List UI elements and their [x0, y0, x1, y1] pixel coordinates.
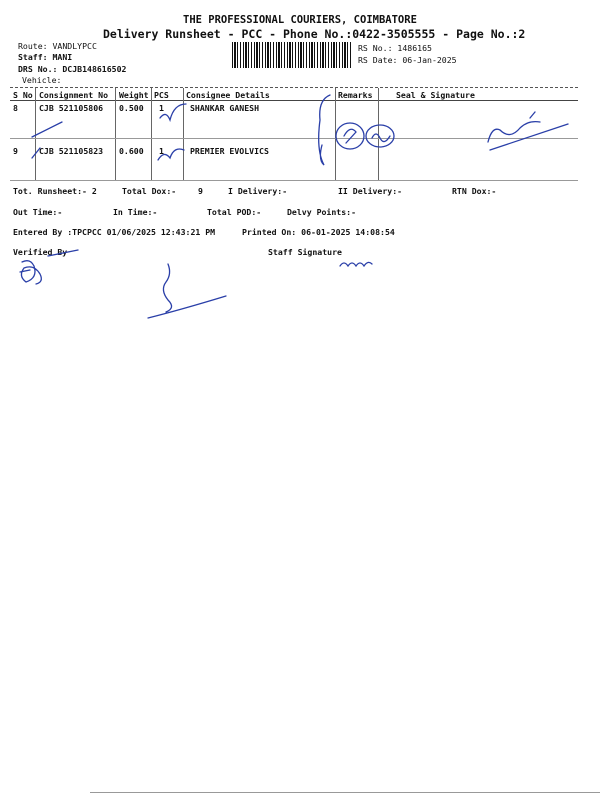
row-weight: 0.600: [119, 146, 144, 156]
bottom-rule: [90, 792, 600, 793]
row-weight: 0.500: [119, 103, 144, 113]
pcs-tick: [158, 149, 184, 160]
row-sno: 8: [13, 103, 18, 113]
drs-number: DRS No.: DCJB148616502: [18, 64, 127, 74]
col-header-sno: S No: [13, 90, 33, 100]
seal-signature: [488, 112, 568, 150]
entered-by: Entered By :TPCPCC 01/06/2025 12:43:21 PM: [13, 227, 216, 237]
row-consignment: CJB 521105806: [39, 103, 104, 113]
remarks-circle-1: [336, 123, 364, 149]
out-time: Out Time:-: [13, 207, 63, 217]
col-header-consignee: Consignee Details: [186, 90, 270, 100]
in-time: In Time:-: [113, 207, 158, 217]
col-header-pcs: PCS: [154, 90, 169, 100]
col-header-seal-signature: Seal & Signature: [396, 90, 475, 100]
pcs-tick: [160, 104, 186, 120]
staff-signature-label: Staff Signature: [268, 247, 342, 257]
col-header-remarks: Remarks: [338, 90, 373, 100]
total-pod: Total POD:-: [207, 207, 262, 217]
runsheet-subtitle: Delivery Runsheet - PCC - Phone No.:0422-3505555 - Page No.:2: [103, 27, 526, 41]
delvy-points: Delvy Points:-: [287, 207, 357, 217]
remarks-digit: [372, 134, 390, 142]
rtn-dox: RTN Dox:-: [452, 186, 497, 196]
row-pcs: 1: [159, 146, 164, 156]
printed-on: Printed On: 06-01-2025 14:08:54: [242, 227, 395, 237]
strike-mark: [32, 122, 62, 137]
remarks-scrawl: [319, 95, 330, 165]
i-delivery: I Delivery:-: [228, 186, 288, 196]
row-pcs: 1: [159, 103, 164, 113]
col-header-weight: Weight: [119, 90, 149, 100]
remarks-digit: [344, 129, 356, 143]
staff-main-signature: [148, 264, 226, 318]
verified-by-label: Verified By: [13, 247, 68, 257]
rs-date: RS Date: 06-Jan-2025: [358, 55, 457, 65]
row-consignee: PREMIER EVOLVICS: [190, 146, 269, 156]
verified-signature: [20, 261, 41, 284]
col-header-consignment: Consignment No: [39, 90, 109, 100]
total-runsheet: Tot. Runsheet:- 2: [13, 186, 97, 196]
rs-number: RS No.: 1486165: [358, 43, 432, 53]
ii-delivery: II Delivery:-: [338, 186, 403, 196]
row-sno: 9: [13, 146, 18, 156]
route-label: Route: VANDLYPCC: [18, 41, 97, 51]
staff-sign-mani: [340, 262, 372, 266]
vehicle-label: Vehicle:: [22, 75, 62, 85]
row-consignment: CJB 521105823: [39, 146, 104, 156]
row-consignee: SHANKAR GANESH: [190, 103, 260, 113]
total-dox-count: 9: [198, 186, 203, 196]
verified-underline: [48, 250, 78, 256]
strike-mark: [32, 148, 40, 158]
staff-label: Staff: MANI: [18, 52, 73, 62]
total-dox-label: Total Dox:-: [122, 186, 177, 196]
company-title: THE PROFESSIONAL COURIERS, COIMBATORE: [183, 14, 417, 26]
